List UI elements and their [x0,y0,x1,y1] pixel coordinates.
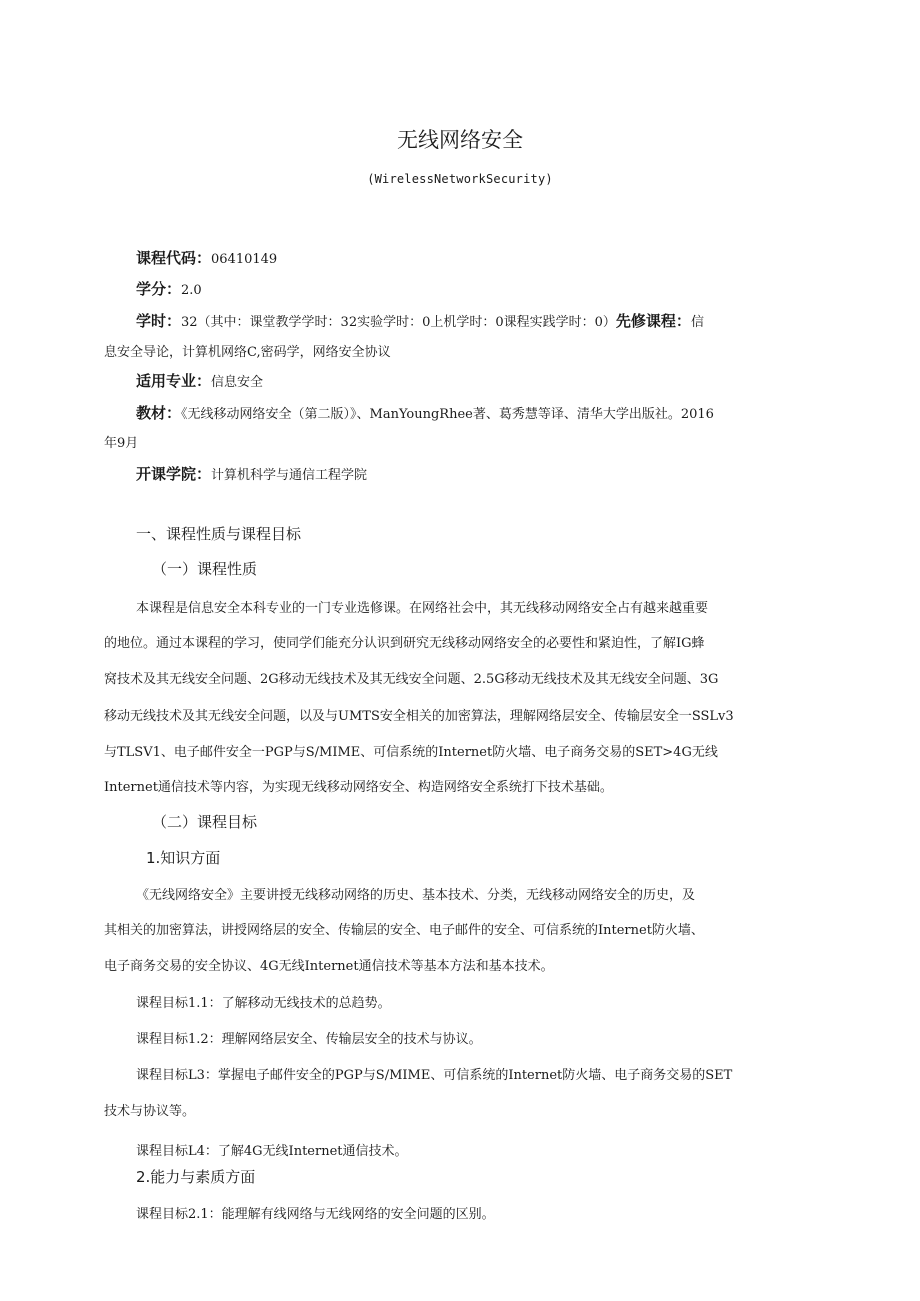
knowledge-heading: 1.知识方面 [146,849,221,867]
goal-1-3: 课程目标L3：掌握电子邮件安全的PGP与S/MIME、可信系统的Internet防火墙、电子商务交易的SET [136,1068,733,1083]
hours-value: 32（其中：课堂教学学时：32实验学时：0上机学时：0课程实践学时：0） [181,315,616,330]
subsection-goals-heading: （二）课程目标 [152,813,258,831]
subsection-nature-heading: （一）课程性质 [152,560,258,578]
goal-1-1: 课程目标1.1：了解移动无线技术的总趋势。 [136,996,391,1011]
college-label: 开课学院： [136,465,212,483]
goal-1-4: 课程目标L4：了解4G无线Internet通信技术。 [136,1144,408,1159]
goal-1-3-continuation: 技术与协议等。 [104,1104,196,1119]
prereq-label: 先修课程： [615,312,691,330]
course-code-row [136,247,826,268]
college-value: 计算机科学与通信工程学院 [211,468,368,483]
textbook-row [136,402,826,423]
goal-1-2: 课程目标1.2：理解网络层安全、传输层安全的技术与协议。 [136,1032,482,1047]
nature-paragraph-line: 窝技术及其无线安全问题、2G移动无线技术及其无线安全问题、2.5G移动无线技术及其无线安全问题、3G [104,672,719,687]
credit-value: 2.0 [181,283,202,298]
nature-paragraph-line: 的地位。通过本课程的学习，使同学们能充分认识到研究无线移动网络安全的必要性和紧迫性，了解IG蜂 [104,636,705,651]
knowledge-paragraph-line: 《无线网络安全》主要讲授无线移动网络的历史、基本技术、分类，无线移动网络安全的历史，及 [136,888,696,903]
textbook-value: 《无线移动网络安全（第二版）》、ManYoungRhee著、葛秀慧等译、清华大学出版社。2016 [181,407,714,422]
document-subtitle: (WirelessNetworkSecurity) [367,172,553,186]
document-title: 无线网络安全 [397,128,523,152]
knowledge-paragraph-line: 电子商务交易的安全协议、4G无线Internet通信技术等基本方法和基本技术。 [104,959,554,974]
prereq-value-start: 信 [690,315,704,330]
hours-row [136,310,826,331]
ability-heading: 2.能力与素质方面 [136,1168,256,1186]
college-row [136,463,826,484]
hours-label: 学时： [136,312,182,330]
course-code-label: 课程代码： [136,249,212,267]
section-heading: 一、课程性质与课程目标 [136,525,302,543]
knowledge-paragraph-line: 其相关的加密算法，讲授网络层的安全、传输层的安全、电子邮件的安全、可信系统的Internet防火墙、 [104,923,704,938]
major-value: 信息安全 [211,375,264,390]
nature-paragraph-line: 本课程是信息安全本科专业的一门专业选修课。在网络社会中，其无线移动网络安全占有越来越重要 [136,601,709,616]
course-code-value: 06410149 [211,252,278,267]
credit-row [136,278,826,299]
textbook-continuation: 年9月 [104,436,139,451]
textbook-label: 教材： [136,404,182,422]
credit-label: 学分： [136,280,182,298]
prereq-continuation: 息安全导论，计算机网络C,密码学，网络安全协议 [104,345,391,360]
nature-paragraph-line: Internet通信技术等内容，为实现无线移动网络安全、构造网络安全系统打下技术基础。 [104,780,613,795]
goal-2-1: 课程目标2.1：能理解有线网络与无线网络的安全问题的区别。 [136,1207,495,1222]
major-row [136,370,826,391]
major-label: 适用专业： [136,372,212,390]
nature-paragraph-line: 与TLSV1、电子邮件安全一PGP与S/MIME、可信系统的Internet防火墙、电子商务交易的SET>4G无线 [104,745,718,760]
nature-paragraph-line: 移动无线技术及其无线安全问题，以及与UMTS安全相关的加密算法，理解网络层安全、传输层安全一SSLv3 [104,709,734,724]
